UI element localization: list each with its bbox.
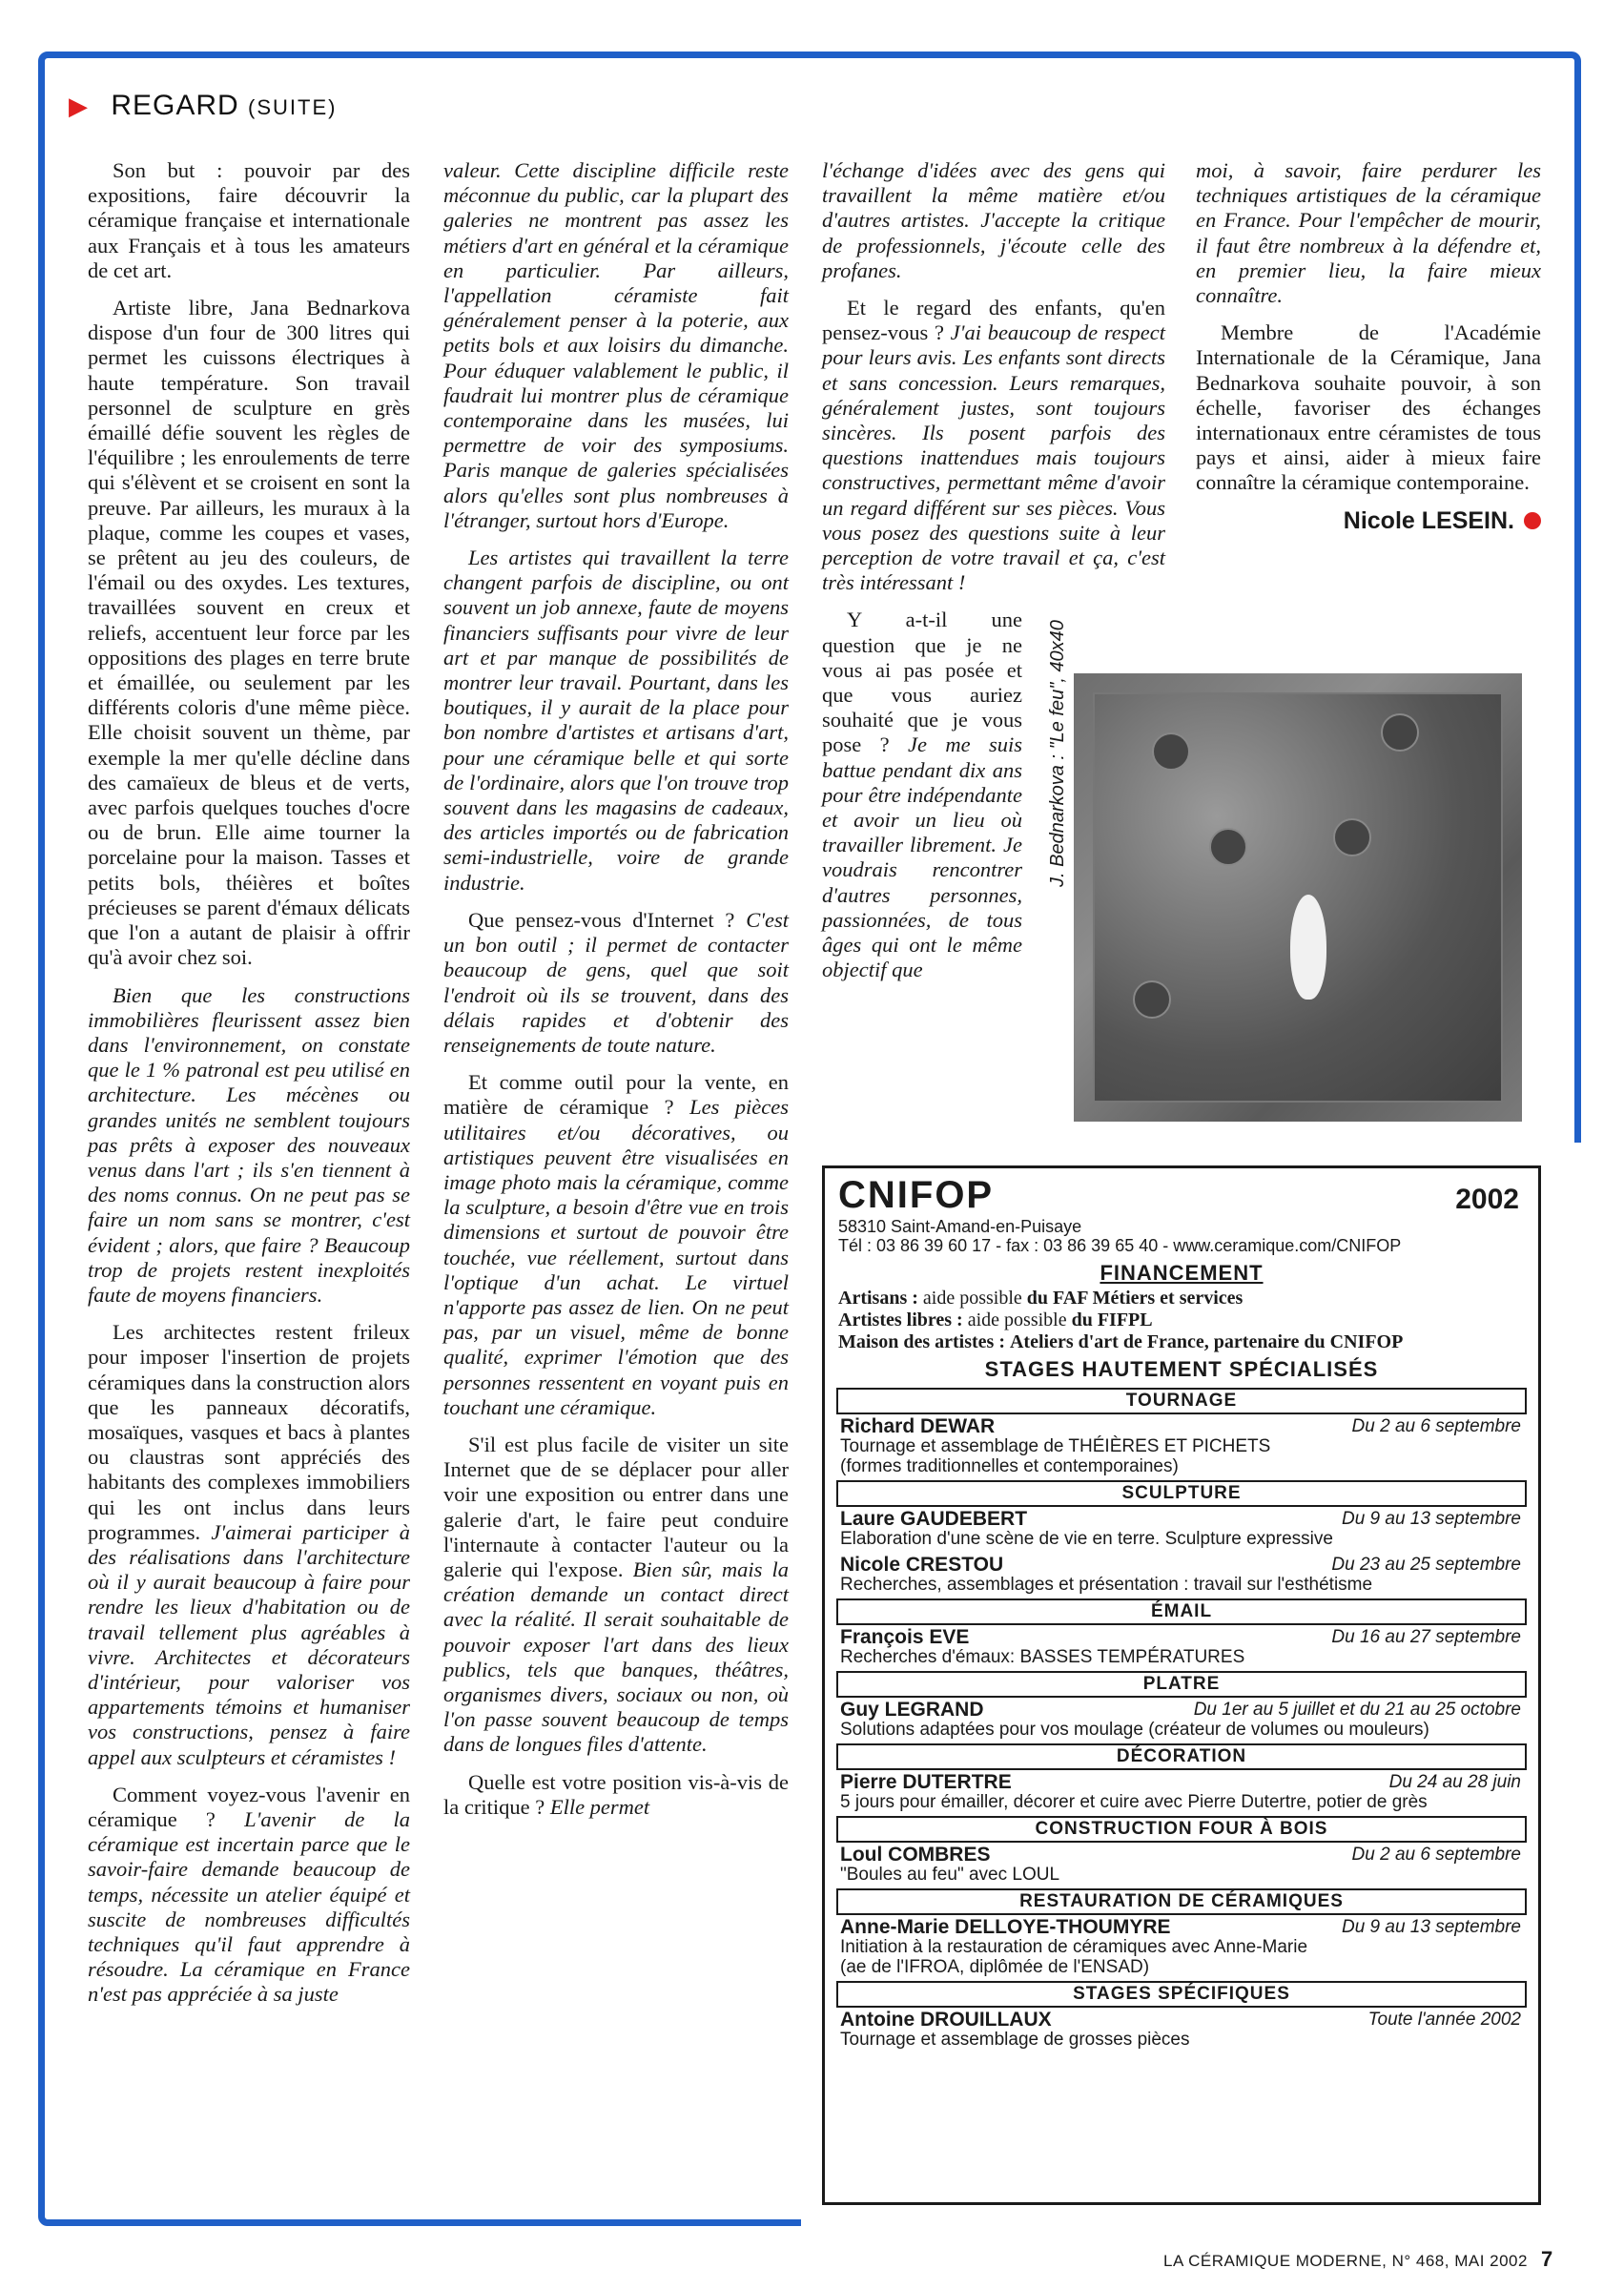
- artwork-disc: [1333, 818, 1371, 856]
- stage-entry: [825, 1843, 1538, 1888]
- financement-item: Artistes libres : aide possible du FIFPL: [838, 1309, 1153, 1330]
- stage-dates: Du 24 au 28 juin: [1388, 1772, 1521, 1792]
- column-2: [443, 158, 789, 1832]
- instructor-name: Anne-Marie DELLOYE-THOUMYRE: [840, 1916, 1171, 1938]
- instructor-name: Loul COMBRES: [840, 1844, 991, 1866]
- author-signature: Nicole LESEIN.: [1196, 508, 1541, 533]
- paragraph: Et le regard des enfants, qu'en pensez-vous ? J'ai beaucoup de respect pour leurs avis. Les enfants sont directs et sans concession. Leurs remarques, généralement justes, sont toujours sincères. Ils posent parfois des questions inattendues mais toujours constructives, permettant même d'avoir un regard différent sur ses pièces. Vous vous posez des questions suite à leur perception de votre travail et ça, c'est très intéressant !: [822, 296, 1166, 595]
- stage-dates: Du 9 au 13 septembre: [1341, 1917, 1521, 1937]
- paragraph: Membre de l'Académie Internationale de la Céramique, Jana Bednarkova souhaite pouvoir, à son échelle, favoriser des échanges internationaux entre céramistes de tous pays et ainsi, aider à mieux faire connaître la céramique contemporaine.: [1196, 320, 1541, 495]
- instructor-name: Nicole CRESTOU: [840, 1554, 1004, 1576]
- paragraph: Son but : pouvoir par des expositions, faire découvrir la céramique française et internationale aux Français et à tous les amateurs de cet art.: [88, 158, 410, 282]
- column-1: [88, 158, 410, 2020]
- artwork-disc: [1209, 828, 1247, 866]
- paragraph: S'il est plus facile de visiter un site Internet que de se déplacer pour aller voir une exposition ou entrer dans une galerie d'art, le faire peut conduire l'internaute à contacter l'auteur ou la galerie qui l'expose. Bien sûr, mais la création demande un contact direct avec la réalité. Il serait souhaitable de pouvoir exposer l'art dans des lieux publics, tels que banques, théâtres, organismes divers, sociaux ou non, où l'on passe souvent beaucoup de temps dans de longues files d'attente.: [443, 1432, 789, 1757]
- stage-category-title: RESTAURATION DE CÉRAMIQUES: [836, 1888, 1527, 1915]
- instructor-name: Pierre DUTERTRE: [840, 1771, 1012, 1793]
- stage-dates: Du 16 au 27 septembre: [1331, 1627, 1521, 1647]
- paragraph: l'échange d'idées avec des gens qui travaillent la même matière et/ou d'autres artistes. J'accepte la critique de professionnels, j'écoute celle des profanes.: [822, 158, 1165, 282]
- paragraph: Artiste libre, Jana Bednarkova dispose d'un four de 300 litres qui permet les cuissons électriques à haute température. Son travail personnel de sculpture en grès émaillé défie souvent les règles de l'équilibre ; les enroulements de terre qui s'élèvent et se croisent en sont la preuve. Par ailleurs, les muraux à la plaque, comme les coupes et vases, se prêtent au jeu des couleurs, de l'émail ou des oxydes. Les textures, travaillées souvent en creux et reliefs, accentuent leur force par les oppositions des plages en terre brute et émaillée, ou seulement par les différents coloris d'une même pièce. Elle choisit souvent un thème, par exemple la mer qu'elle décline dans des camaïeux de bleus et de verts, avec parfois quelques touches d'ocre ou de brun. Elle aime tourner la porcelaine pour la maison. Tasses et petits bols, théières et boîtes précieuses se parent d'émaux délicats que l'on a autant de plaisir à offrir qu'à avoir chez soi.: [88, 296, 410, 970]
- stage-dates: Du 23 au 25 septembre: [1331, 1555, 1521, 1575]
- heading-title: REGARD: [111, 90, 239, 121]
- stage-dates: Du 9 au 13 septembre: [1341, 1509, 1521, 1529]
- instructor-name: Laure GAUDEBERT: [840, 1508, 1028, 1530]
- stage-description-extra: (ae de l'IFROA, diplômée de l'ENSAD): [840, 1957, 1150, 1977]
- stage-category-title: STAGES SPÉCIFIQUES: [836, 1981, 1527, 2008]
- stage-dates: Du 2 au 6 septembre: [1351, 1416, 1521, 1436]
- stage-category-title: PLATRE: [836, 1671, 1527, 1698]
- triangle-icon: ▶: [69, 92, 89, 120]
- instructor-name: Guy LEGRAND: [840, 1699, 984, 1721]
- stage-category-title: DÉCORATION: [836, 1743, 1527, 1770]
- section-heading: [69, 90, 338, 122]
- stage-description: Initiation à la restauration de céramiques avec Anne-Marie: [840, 1937, 1308, 1957]
- page-number: 7: [1540, 2247, 1553, 2271]
- stage-entry: [825, 1414, 1538, 1480]
- cnifop-ad: [822, 1165, 1541, 2205]
- footer-text: LA CÉRAMIQUE MODERNE, N° 468, MAI 2002: [1163, 2252, 1528, 2270]
- artwork-surface: [1093, 692, 1503, 1103]
- stage-category-title: SCULPTURE: [836, 1480, 1527, 1507]
- photo-caption: J. Bednarkova : "Le feu", 40x40: [1047, 620, 1068, 887]
- artwork-disc: [1152, 732, 1190, 771]
- instructor-name: Richard DEWAR: [840, 1415, 996, 1437]
- stage-category-title: TOURNAGE: [836, 1388, 1527, 1414]
- artwork-photo: [1074, 673, 1522, 1122]
- stage-entry: [825, 1507, 1538, 1553]
- heading-suffix: (SUITE): [248, 95, 338, 119]
- stage-description: Recherches d'émaux: BASSES TEMPÉRATURES: [840, 1647, 1245, 1667]
- artwork-disc: [1133, 980, 1171, 1019]
- stage-description: 5 jours pour émailler, décorer et cuire avec Pierre Dutertre, potier de grès: [840, 1792, 1428, 1812]
- stage-dates: Du 2 au 6 septembre: [1351, 1845, 1521, 1865]
- stage-entry: [825, 1553, 1538, 1598]
- stage-entry: [825, 1625, 1538, 1671]
- stage-entry: [825, 2008, 1538, 2053]
- stage-dates: Toute l'année 2002: [1367, 2010, 1521, 2030]
- stage-description: "Boules au feu" avec LOUL: [840, 1865, 1060, 1885]
- stage-description-extra: (formes traditionnelles et contemporaines): [840, 1456, 1179, 1476]
- stage-description: Solutions adaptées pour vos moulage (créateur de volumes ou mouleurs): [840, 1720, 1429, 1740]
- ad-year: 2002: [1455, 1184, 1519, 1215]
- stage-entry: [825, 1698, 1538, 1743]
- financement-title: FINANCEMENT: [1100, 1261, 1264, 1285]
- paragraph: Et comme outil pour la vente, en matière de céramique ? Les pièces utilitaires et/ou décoratives, ou artistiques peuvent être visualisées en image photo mais la céramique, comme la sculpture, a besoin d'être vue en trois dimensions et surtout de pouvoir être touchée, vue réellement, surtout dans l'optique d'un achat. Le virtuel n'apporte pas assez de lien. On ne peut pas, par un visuel, même de bonne qualité, exprimer l'émotion que des personnes ressentent en voyant puis en touchant une céramique.: [443, 1070, 789, 1419]
- paragraph: Les artistes qui travaillent la terre changent parfois de discipline, ou ont souvent un job annexe, faute de moyens financiers suffisants pour vivre de leur art et par manque de possibilités de montrer leur travail. Pourtant, dans les boutiques, il y aurait de la place pour bon nombre d'artistes et artisans d'art, pour une céramique belle et qui sorte de l'ordinaire, alors que l'on trouve trop souvent dans les magasins de cadeaux, des articles importés ou de fabrication semi-industrielle, voire de grande industrie.: [443, 546, 789, 895]
- ad-address: 58310 Saint-Amand-en-Puisaye: [838, 1217, 1082, 1236]
- instructor-name: Antoine DROUILLAUX: [840, 2009, 1052, 2031]
- column-4: [1196, 158, 1541, 533]
- paragraph: Les architectes restent frileux pour imposer l'insertion de projets céramiques dans la construction alors que les panneaux décoratifs, mosaïques, vasques et bacs à plantes ou claustras sont appréciés des habitants des complexes immobiliers qui les ont inclus dans leurs programmes. J'aimerai participer à des réalisations dans l'architecture où il y aurait beaucoup à faire pour rendre les lieux d'habitation ou de travail tellement plus agréables à vivre. Architectes et décorateurs d'intérieur, pour valoriser vos appartements témoins et humaniser vos constructions, pensez à faire appel aux sculpteurs et céramistes !: [88, 1320, 410, 1769]
- paragraph: Bien que les constructions immobilières fleurissent assez bien dans l'environnement, on constate que le 1 % patronal est peu utilisé en architecture. Les mécènes ou grandes unités ne semblent toujours pas prêts à exposer des nouveaux venus dans l'art ; ils s'en tiennent à des noms connus. On ne peut pas se faire un nom sans se montrer, c'est évident ; alors, que faire ? Beaucoup trop de projets restent inexploités faute de moyens financiers.: [88, 982, 410, 1307]
- paragraph: Comment voyez-vous l'avenir en céramique ? L'avenir de la céramique est incertain parce que le savoir-faire demande beaucoup de temps, nécessite un atelier équipé et suscite de nombreuses difficultés techniques qu'il faut apprendre à résoudre. La céramique en France n'est pas appréciée à sa juste: [88, 1782, 411, 2007]
- ad-contact: Tél : 03 86 39 60 17 - fax : 03 86 39 65 40 - www.ceramique.com/CNIFOP: [838, 1236, 1402, 1255]
- stage-category-title: ÉMAIL: [836, 1598, 1527, 1625]
- paragraph: valeur. Cette discipline difficile reste méconnue du public, car la plupart des galeries ne montrent pas assez les métiers d'art en général et la céramique en particulier. Par ailleurs, l'appellation céramiste fait généralement penser à la poterie, aux petits bols et aux loisirs du dimanche. Pour éduquer valablement le public, il faudrait lui montrer plus de céramique contemporaine dans les musées, lui permettre de voir des symposiums. Paris manque de galeries spécialisées alors qu'elles sont plus nombreuses à l'étranger, surtout hors d'Europe.: [443, 158, 789, 532]
- artwork-flame: [1290, 895, 1326, 1000]
- artwork-disc: [1381, 713, 1419, 752]
- stage-description: Tournage et assemblage de THÉIÈRES ET PICHETS: [840, 1436, 1271, 1456]
- stage-entry: [825, 1915, 1538, 1981]
- stage-dates: Du 1er au 5 juillet et du 21 au 25 octobre: [1193, 1700, 1521, 1720]
- paragraph: Quelle est votre position vis-à-vis de la critique ? Elle permet: [443, 1769, 789, 1819]
- financement-item: Maison des artistes : Ateliers d'art de France, partenaire du CNIFOP: [838, 1331, 1404, 1352]
- stage-entry: [825, 1770, 1538, 1816]
- ad-org-name: CNIFOP: [838, 1174, 995, 1216]
- paragraph: moi, à savoir, faire perdurer les techniques artistiques de la céramique en France. Pour l'empêcher de mourir, il faut être nombreux à la défendre et, en premier lieu, la faire mieux connaître.: [1196, 158, 1541, 308]
- stage-categories: [825, 1388, 1538, 2053]
- stages-title: STAGES HAUTEMENT SPÉCIALISÉS: [984, 1357, 1379, 1381]
- paragraph: Que pensez-vous d'Internet ? C'est un bon outil ; il permet de contacter beaucoup de gens, quel que soit l'endroit où ils se trouvent, dans des délais rapides et d'obtenir des renseignements de toute nature.: [443, 907, 790, 1057]
- stage-category-title: CONSTRUCTION FOUR À BOIS: [836, 1816, 1527, 1843]
- page-footer: [1163, 2247, 1553, 2272]
- ad-header: [825, 1168, 1538, 1255]
- stage-description: Tournage et assemblage de grosses pièces: [840, 2030, 1190, 2050]
- stage-description: Recherches, assemblages et présentation : travail sur l'esthétisme: [840, 1575, 1373, 1595]
- financement-list: [825, 1288, 1538, 1353]
- paragraph: Y a-t-il une question que je ne vous ai pas posée et que vous auriez souhaité que je vous pose ? Je me suis battue pendant dix ans pour être indépendante et avoir un lieu où travailler librement. Je voudrais rencontrer d'autres personnes, passionnées, de tous âges qui ont le même objectif que: [822, 608, 1023, 982]
- financement-item: Artisans : aide possible du FAF Métiers et services: [838, 1288, 1244, 1309]
- instructor-name: François EVE: [840, 1626, 970, 1648]
- end-dot-icon: [1524, 512, 1541, 529]
- stage-description: Elaboration d'une scène de vie en terre. Sculpture expressive: [840, 1529, 1333, 1549]
